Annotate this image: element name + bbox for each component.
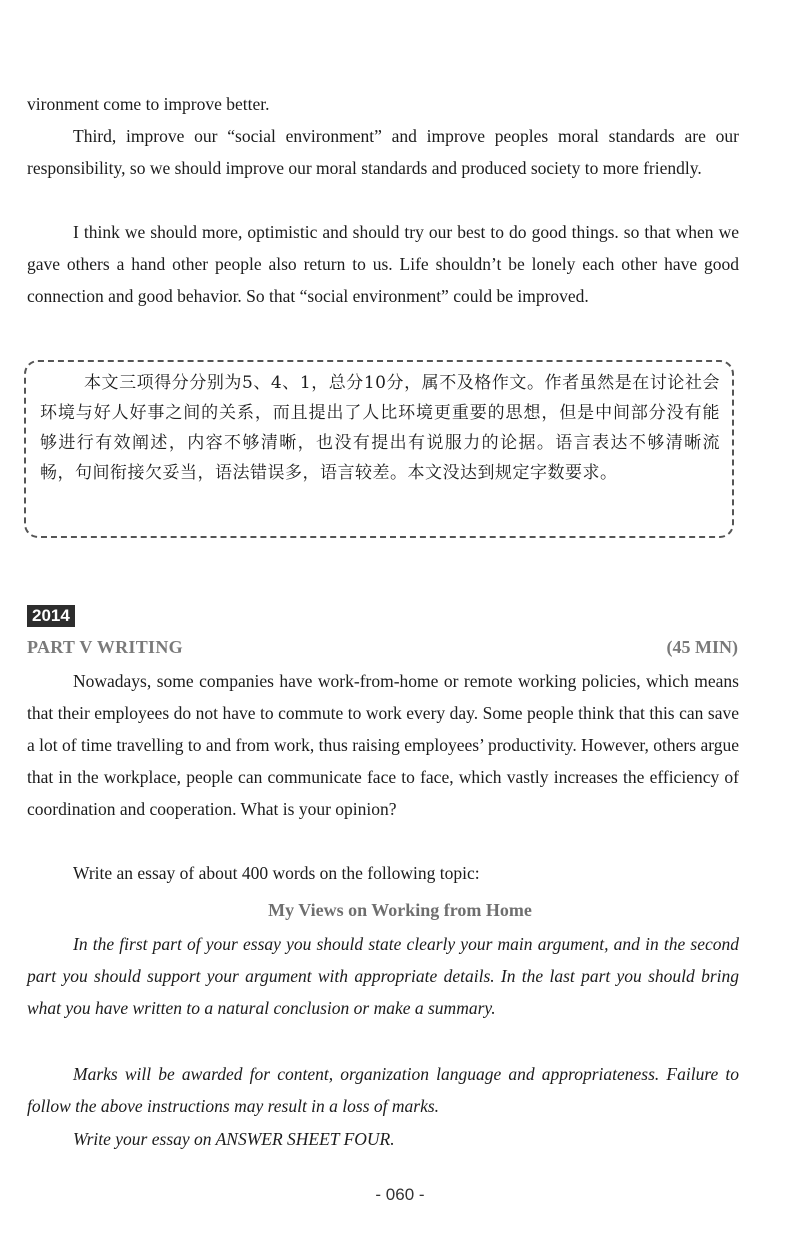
essay-paragraph: I think we should more, optimistic and should try our best to do good things. so that when we gave others a hand other people also return to us. Life shouldn’t be lonely each other have good connection and good behavior. So that “social environment” could be improved. [27,222,739,306]
essay-paragraph: vironment come to improve better. [27,94,270,114]
time-limit: (45 MIN) [666,637,738,657]
writing-prompt: Nowadays, some companies have work-from-home or remote working policies, which means that their employees do not have to commute to work every day. Some people think that this can save a lot of time travelling to and from work, thus raising employees’ productivity. However, others argue that in the workplace, people can communicate face to face, which vastly increases the efficiency of coordination and cooperation. What is your opinion? [27,671,739,819]
writing-direction: Write your essay on ANSWER SHEET FOUR. [73,1129,395,1149]
part-title: PART V WRITING [27,637,183,657]
essay-topic-title: My Views on Working from Home [268,900,532,920]
writing-direction: In the first part of your essay you should state clearly your main argument, and in the second part you should support your argument with appropriate details. In the last part you should bring what you have written to a natural conclusion or make a summary. [27,934,739,1018]
page-number: - 060 - [375,1185,425,1204]
writing-instruction: Write an essay of about 400 words on the following topic: [73,863,480,883]
review-comment-text: 本文三项得分分别为5、4、1，总分10分，属不及格作文。作者虽然是在讨论社会环境与好人好事之间的关系，而且提出了人比环境更重要的思想，但是中间部分没有能够进行有效阐述，内容不够清晰，也没有提出有说服力的论据。语言表达不够清晰流畅，句间衔接欠妥当，语法错误多，语言较差。本文没达到规定字数要求。 [40,373,720,483]
review-comment-box [24,360,734,538]
year-badge: 2014 [27,605,75,627]
essay-paragraph: Third, improve our “social environment” and improve peoples moral standards are our responsibility, so we should improve our moral standards and produced society to more friendly. [27,126,739,178]
writing-direction: Marks will be awarded for content, organization language and appropriateness. Failure to follow the above instructions may result in a loss of marks. [27,1064,739,1116]
